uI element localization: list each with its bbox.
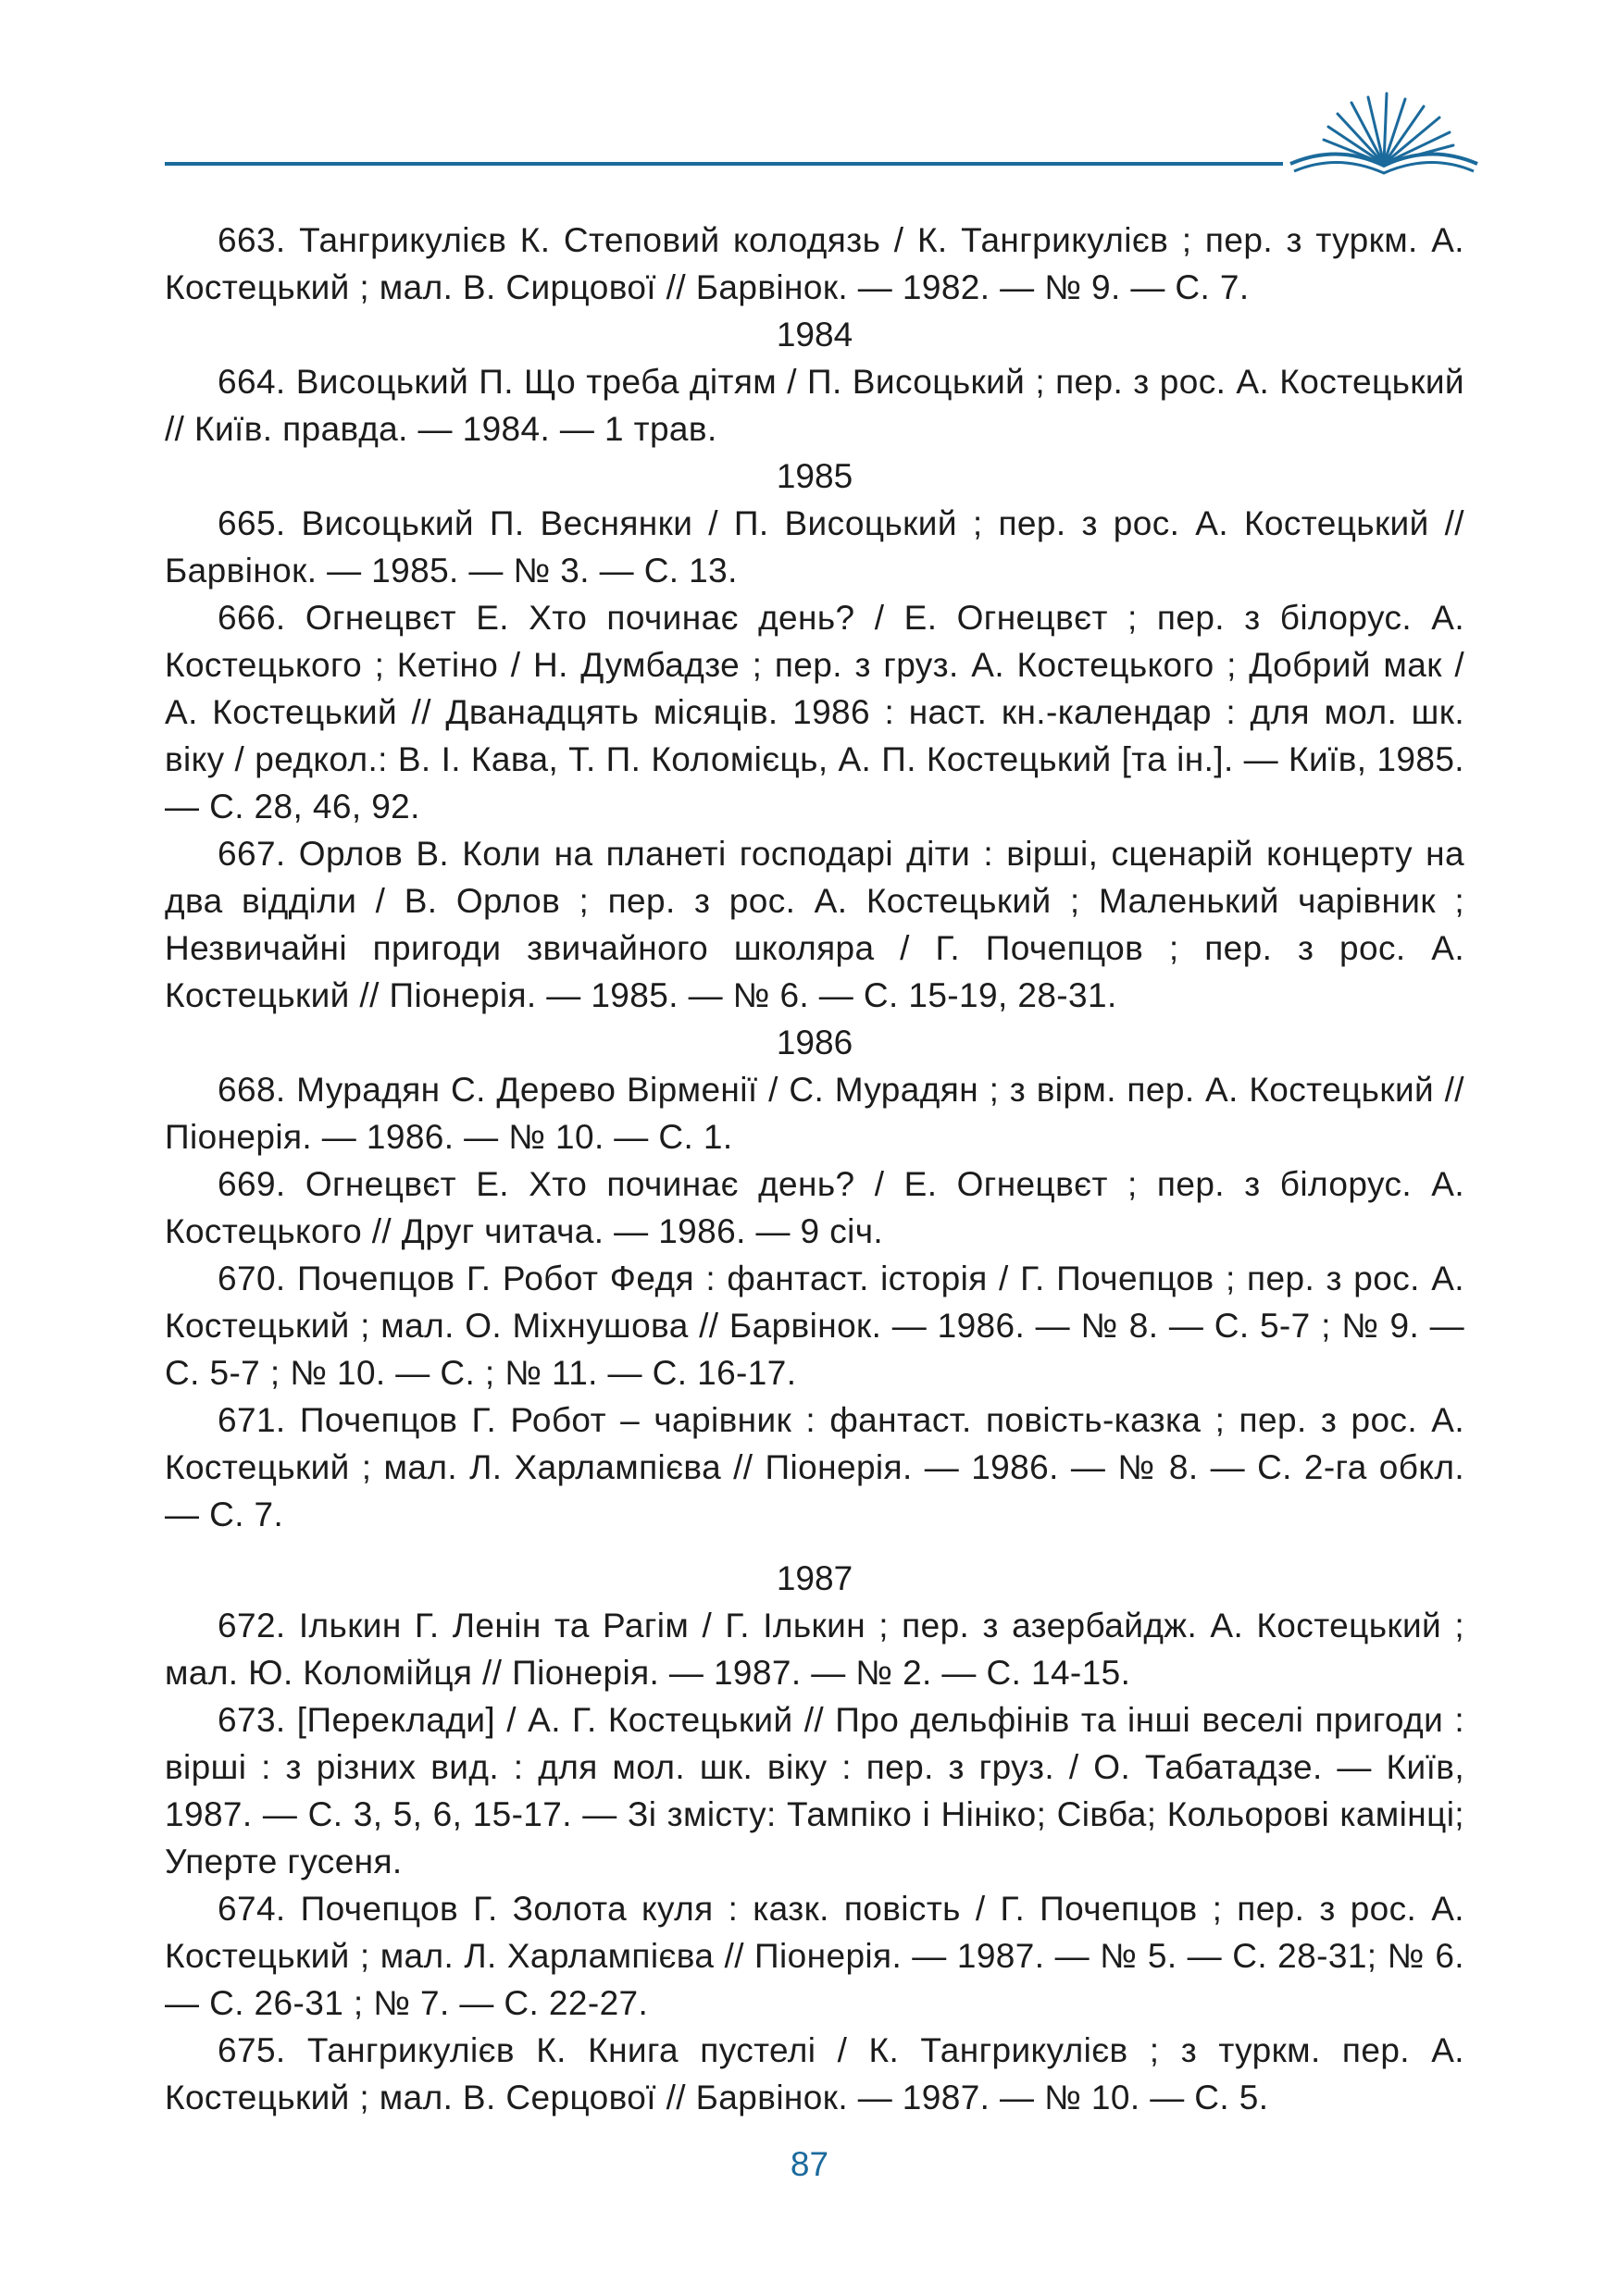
bibliography-entry: 665. Висоцький П. Веснянки / П. Висоцький ; пер. з рос. А. Костецький // Барвінок. — 1985. — № 3. — С. 13.: [165, 504, 1464, 590]
bibliography-entry: 664. Висоцький П. Що треба дітям / П. Висоцький ; пер. з рос. А. Костецький // Київ. правда. — 1984. — 1 трав.: [165, 363, 1464, 448]
bibliography-entry: 675. Тангрикулієв К. Книга пустелі / К. Тангрикулієв ; з туркм. пер. А. Костецький ; мал. В. Серцової // Барвінок. — 1987. — № 10. — С. 5.: [165, 2031, 1464, 2116]
open-book-icon: [1287, 79, 1481, 180]
page-number: 87: [790, 2145, 829, 2183]
year-heading: 1987: [776, 1559, 853, 1597]
year-heading: 1984: [776, 316, 853, 354]
bibliography-list: [165, 217, 1464, 2121]
bibliography-entry: 670. Почепцов Г. Робот Федя : фантаст. історія / Г. Почепцов ; пер. з рос. А. Костецький ; мал. О. Міхнушова // Барвінок. — 1986. — № 8. — С. 5-7 ; № 9. — С. 5-7 ; № 10. — С. ; № 11. — С. 16-17.: [165, 1260, 1464, 1392]
bibliography-entry: 666. Огнецвєт Е. Хто починає день? / Е. Огнецвєт ; пер. з білорус. А. Костецького ; Кетіно / Н. Думбадзе ; пер. з груз. А. Костецького ; Добрий мак / А. Костецький // Дванадцять місяців. 1986 : наст. кн.-календар : для мол. шк. віку / редкол.: В. І. Кава, Т. П. Коломієць, А. П. Костецький [та ін.]. — Київ, 1985. — С. 28, 46, 92.: [165, 599, 1464, 825]
bibliography-entry: 672. Ількин Г. Ленін та Рагім / Г. Ількин ; пер. з азербайдж. А. Костецький ; мал. Ю. Коломійця // Піонерія. — 1987. — № 2. — С. 14-15.: [165, 1607, 1464, 1692]
bibliography-entry: 674. Почепцов Г. Золота куля : казк. повість / Г. Почепцов ; пер. з рос. А. Костецький ; мал. Л. Харлампієва // Піонерія. — 1987. — № 5. — С. 28-31; № 6. — С. 26-31 ; № 7. — С. 22-27.: [165, 1890, 1464, 2022]
bibliography-entry: 673. [Переклади] / А. Г. Костецький // Про дельфінів та інші веселі пригоди : вірші : з різних вид. : для мол. шк. віку : пер. з груз. / О. Табатадзе. — Київ, 1987. — С. 3, 5, 6, 15-17. — Зі змісту: Тампіко і Нініко; Сівба; Кольорові камінці; Уперте гусеня.: [165, 1701, 1464, 1880]
bibliography-entry: 667. Орлов В. Коли на планеті господарі діти : вірші, сценарій концерту на два відділи / В. Орлов ; пер. з рос. А. Костецький ; Маленький чарівник ; Незвичайні пригоди звичайного школяра / Г. Почепцов ; пер. з рос. А. Костецький // Піонерія. — 1985. — № 6. — С. 15-19, 28-31.: [165, 835, 1464, 1014]
header-rule: [165, 162, 1283, 166]
year-heading: 1986: [776, 1024, 853, 1061]
bibliography-entry: 669. Огнецвєт Е. Хто починає день? / Е. Огнецвєт ; пер. з білорус. А. Костецького // Друг читача. — 1986. — 9 січ.: [165, 1165, 1464, 1250]
spacer: [165, 1538, 1464, 1555]
year-heading: 1985: [776, 457, 853, 495]
bibliography-entry: 671. Почепцов Г. Робот – чарівник : фантаст. повість-казка ; пер. з рос. А. Костецький ; мал. Л. Харлампієва // Піонерія. — 1986. — № 8. — С. 2-га обкл. — С. 7.: [165, 1401, 1464, 1533]
bibliography-entry: 663. Тангрикулієв К. Степовий колодязь / К. Тангрикулієв ; пер. з туркм. А. Костецький ; мал. В. Сирцової // Барвінок. — 1982. — № 9. — С. 7.: [165, 221, 1464, 306]
bibliography-entry: 668. Мурадян С. Дерево Вірменії / С. Мурадян ; з вірм. пер. А. Костецький // Піонерія. — 1986. — № 10. — С. 1.: [165, 1071, 1464, 1156]
